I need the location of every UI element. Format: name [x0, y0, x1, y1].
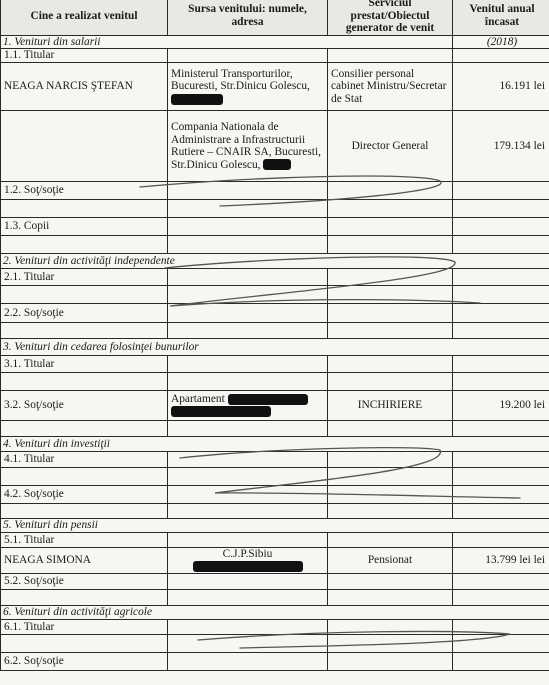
section-row: [1, 606, 549, 620]
redaction-mark: [228, 394, 308, 405]
income-service: Director General: [328, 111, 453, 182]
table-row: [1, 452, 549, 468]
table-row: [1, 356, 549, 373]
section-title: 4. Venituri din investiţii: [1, 437, 549, 452]
person-name: NEAGA SIMONA: [1, 548, 168, 574]
section-title: 5. Venituri din pensii: [1, 519, 549, 533]
section-row: [1, 339, 549, 356]
row-label: 6.1. Titular: [1, 620, 168, 635]
row-label: 5.1. Titular: [1, 533, 168, 548]
income-source: C.J.P.Sibiu: [168, 548, 328, 574]
table-row: [1, 269, 549, 286]
table-header-row: [1, 0, 549, 35]
table-row: [1, 49, 549, 63]
row-label: 3.1. Titular: [1, 356, 168, 373]
section-row: [1, 35, 549, 49]
income-source: Apartament: [168, 391, 328, 421]
row-label: 1.2. Soţ/soţie: [1, 182, 168, 200]
redaction-mark: [263, 159, 291, 170]
person-name: NEAGA NARCIS ŞTEFAN: [1, 63, 168, 111]
section-title: 3. Venituri din cedarea folosinţei bunurilor: [1, 339, 549, 356]
table-row: [1, 533, 549, 548]
table-row: [1, 548, 549, 574]
row-label: 1.1. Titular: [1, 49, 168, 63]
row-label: 3.2. Soţ/soţie: [1, 391, 168, 421]
section-title: 2. Venituri din activităţi independente: [1, 254, 549, 269]
table-row: [1, 63, 549, 111]
table-row: [1, 653, 549, 671]
header-col-amount: Venitul anual încasat: [453, 0, 549, 35]
income-amount: 179.134 lei: [453, 111, 549, 182]
row-label: 1.3. Copii: [1, 218, 168, 236]
table-row: [1, 574, 549, 590]
year-label: (2018): [453, 35, 549, 49]
table-row: [1, 391, 549, 421]
section-row: [1, 254, 549, 269]
table-row: [1, 218, 549, 236]
income-source: Ministerul Transporturilor, Bucuresti, Str.Dinicu Golescu,: [168, 63, 328, 111]
section-title: 6. Venituri din activităţi agricole: [1, 606, 549, 620]
income-amount: 19.200 lei: [453, 391, 549, 421]
income-source: Compania Nationala de Administrare a Infrastructurii Rutiere – CNAIR SA, Bucuresti, Str.Dinicu Golescu,: [168, 111, 328, 182]
row-label: 6.2. Soţ/soţie: [1, 653, 168, 671]
section-row: [1, 437, 549, 452]
table-row: [1, 111, 549, 182]
table-row: [1, 182, 549, 200]
income-service: Consilier personal cabinet Ministru/Secretar de Stat: [328, 63, 453, 111]
income-amount: 13.799 lei lei: [453, 548, 549, 574]
row-label: 4.1. Titular: [1, 452, 168, 468]
section-row: [1, 519, 549, 533]
redaction-mark: [193, 561, 303, 572]
header-col-source: Sursa venitului: numele, adresa: [168, 0, 328, 35]
row-label: 2.1. Titular: [1, 269, 168, 286]
table-row: [1, 486, 549, 504]
income-service: Pensionat: [328, 548, 453, 574]
row-label: 4.2. Soţ/soţie: [1, 486, 168, 504]
redaction-mark: [171, 94, 223, 105]
row-label: 5.2. Soţ/soţie: [1, 574, 168, 590]
income-amount: 16.191 lei: [453, 63, 549, 111]
header-col-person: Cine a realizat venitul: [1, 0, 168, 35]
redaction-mark: [171, 406, 271, 417]
table-row: [1, 620, 549, 635]
row-label: 2.2. Soţ/soţie: [1, 304, 168, 323]
income-service: INCHIRIERE: [328, 391, 453, 421]
section-title: 1. Venituri din salarii: [1, 35, 453, 49]
table-row: [1, 304, 549, 323]
header-col-service: Serviciul prestat/Obiectul generator de venit: [328, 0, 453, 35]
